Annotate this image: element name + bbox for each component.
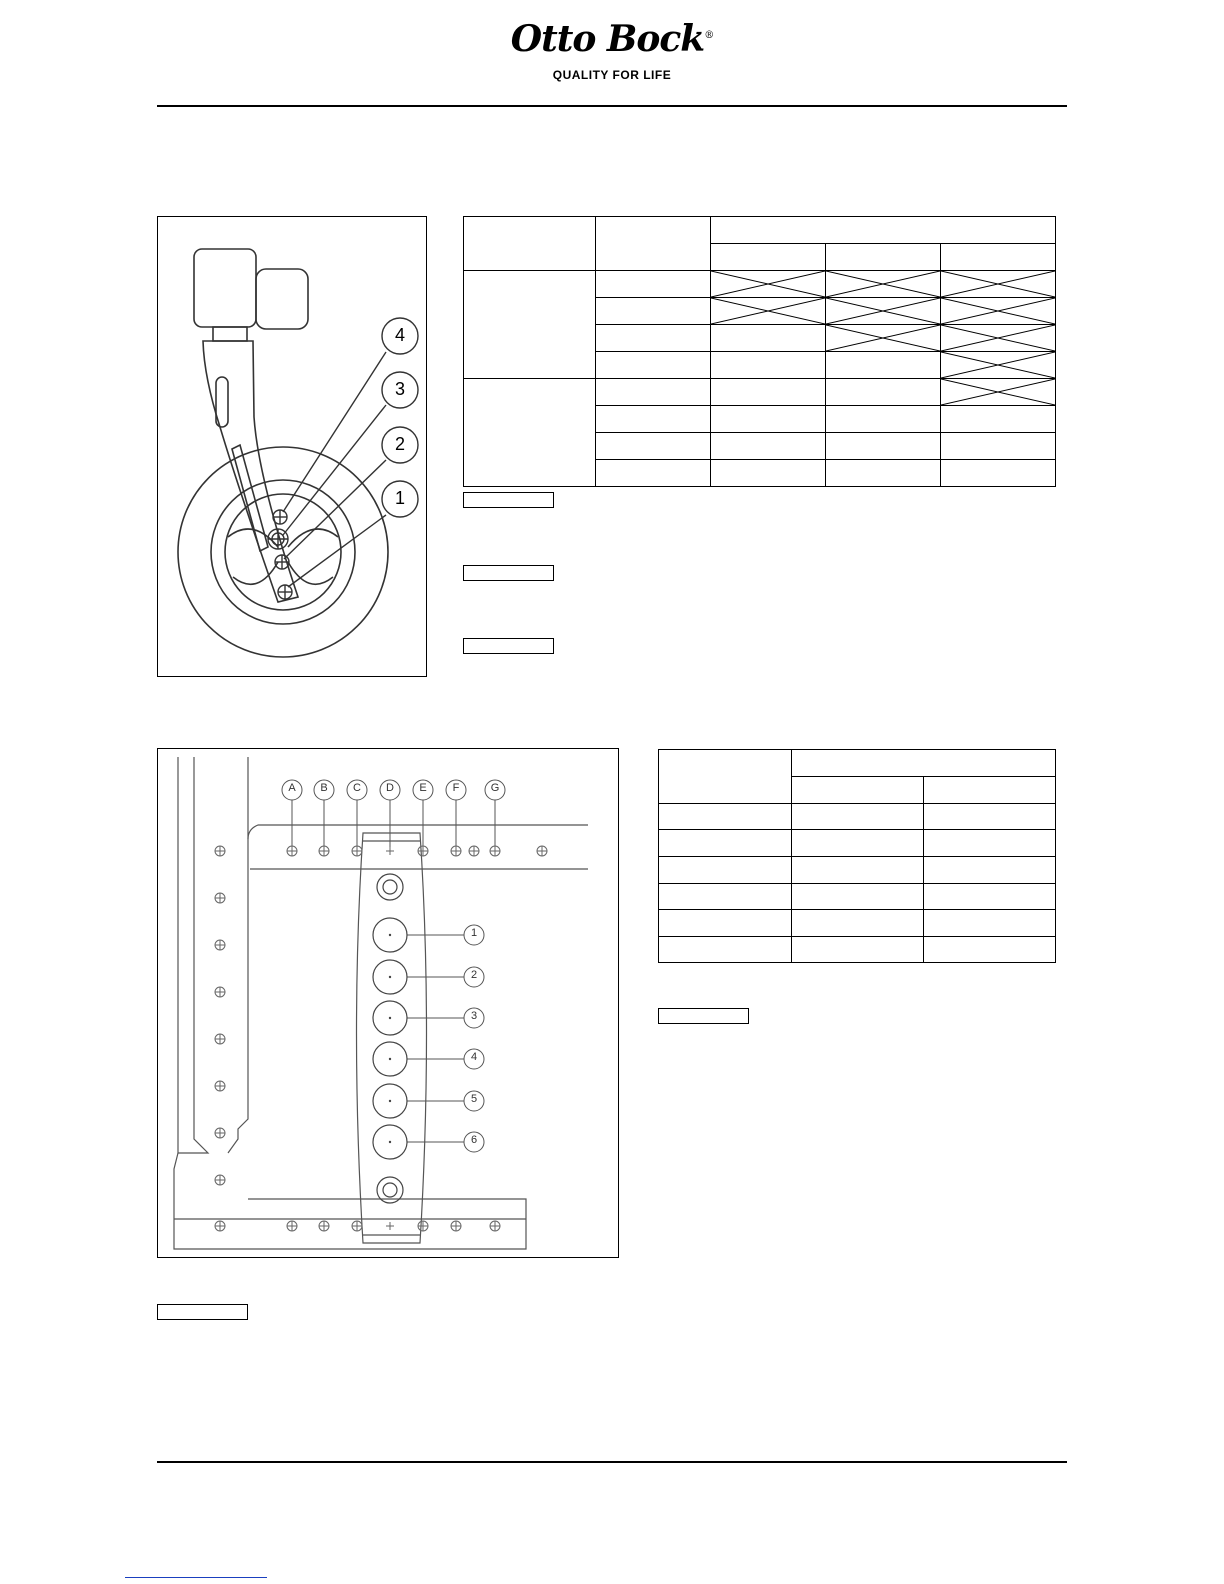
callout-3: 3: [394, 379, 405, 399]
table-cell: [659, 937, 792, 963]
caster-position-table: [463, 216, 1056, 487]
callout-4: 4: [394, 325, 405, 345]
table-cell: [596, 460, 711, 487]
table-header-cell: [711, 217, 1056, 244]
crossed-cell: [826, 325, 941, 352]
table-group-cell: [464, 379, 596, 487]
footer-link-underline[interactable]: [125, 1577, 267, 1578]
table-cell: [659, 804, 792, 830]
table-cell: [596, 406, 711, 433]
table-header-cell: [659, 750, 792, 804]
table-group-cell: [464, 271, 596, 379]
mounting-plate-drawing: [158, 749, 618, 1257]
callout-row-4: 4: [470, 1051, 478, 1063]
table-cell: [924, 937, 1056, 963]
callout-row-3: 3: [470, 1010, 478, 1022]
crossed-cell: [826, 298, 941, 325]
table-cell: [596, 379, 711, 406]
note-label-box: [157, 1304, 248, 1320]
table-cell: [711, 406, 826, 433]
footer-rule: [157, 1461, 1067, 1463]
callout-f: F: [452, 782, 460, 794]
table-cell: [941, 433, 1056, 460]
crossed-cell: [941, 352, 1056, 379]
brand-name: Otto Bock: [510, 18, 705, 60]
table-cell: [659, 884, 792, 910]
callout-d: D: [386, 782, 394, 794]
table-cell: [792, 857, 924, 884]
table-cell: [596, 325, 711, 352]
callout-e: E: [419, 782, 427, 794]
table-cell: [711, 433, 826, 460]
table-cell: [792, 830, 924, 857]
callout-1: 1: [394, 488, 405, 508]
table-cell: [792, 910, 924, 937]
table-cell: [596, 352, 711, 379]
table-cell: [941, 406, 1056, 433]
table-cell: [596, 271, 711, 298]
callout-row-5: 5: [470, 1093, 478, 1105]
table-subheader-cell: [792, 777, 924, 804]
crossed-cell: [941, 379, 1056, 406]
callout-b: B: [320, 782, 328, 794]
note-label-box: [463, 492, 554, 508]
crossed-cell: [941, 298, 1056, 325]
table-cell: [924, 884, 1056, 910]
registered-mark: ®: [704, 30, 714, 41]
table-row: [659, 830, 1056, 857]
table-cell: [792, 804, 924, 830]
crossed-cell: [711, 298, 826, 325]
callout-row-1: 1: [470, 927, 478, 939]
caster-fork-figure: [157, 216, 427, 677]
table-cell: [826, 379, 941, 406]
crossed-cell: [941, 271, 1056, 298]
table-cell: [826, 460, 941, 487]
callout-c: C: [353, 782, 361, 794]
table-row: [464, 271, 1056, 298]
table-row: [464, 379, 1056, 406]
table-header-cell: [596, 217, 711, 271]
brand-logo: [0, 18, 1224, 60]
table-cell: [792, 937, 924, 963]
table-cell: [711, 379, 826, 406]
table-cell: [711, 325, 826, 352]
callout-row-2: 2: [470, 969, 478, 981]
mounting-plate-figure: [157, 748, 619, 1258]
crossed-cell: [711, 271, 826, 298]
table-header-cell: [464, 217, 596, 271]
callout-g: G: [490, 782, 500, 794]
table-header-cell: [792, 750, 1056, 777]
table-subheader-cell: [924, 777, 1056, 804]
table-row: [659, 804, 1056, 830]
table-cell: [596, 433, 711, 460]
table-row: [659, 910, 1056, 937]
crossed-cell: [941, 325, 1056, 352]
callout-row-6: 6: [470, 1134, 478, 1146]
table-cell: [792, 884, 924, 910]
table-cell: [826, 352, 941, 379]
table-row: [659, 884, 1056, 910]
table-cell: [711, 352, 826, 379]
table-cell: [924, 857, 1056, 884]
callout-a: A: [288, 782, 296, 794]
table-cell: [711, 460, 826, 487]
brand-tagline: QUALITY FOR LIFE: [552, 68, 672, 82]
table-cell: [596, 298, 711, 325]
table-cell: [826, 406, 941, 433]
table-subheader-cell: [711, 244, 826, 271]
note-label-box: [463, 638, 554, 654]
table-cell: [924, 804, 1056, 830]
table-subheader-cell: [826, 244, 941, 271]
table-cell: [924, 830, 1056, 857]
table-cell: [826, 433, 941, 460]
table-row: [659, 937, 1056, 963]
note-label-box: [463, 565, 554, 581]
table-cell: [659, 857, 792, 884]
table-cell: [941, 460, 1056, 487]
table-subheader-cell: [941, 244, 1056, 271]
table-cell: [659, 830, 792, 857]
header-rule: [157, 105, 1067, 107]
plate-position-table: [658, 749, 1056, 963]
callout-2: 2: [394, 434, 405, 454]
table-cell: [659, 910, 792, 937]
table-cell: [924, 910, 1056, 937]
note-label-box: [658, 1008, 749, 1024]
table-row: [659, 857, 1056, 884]
crossed-cell: [826, 271, 941, 298]
